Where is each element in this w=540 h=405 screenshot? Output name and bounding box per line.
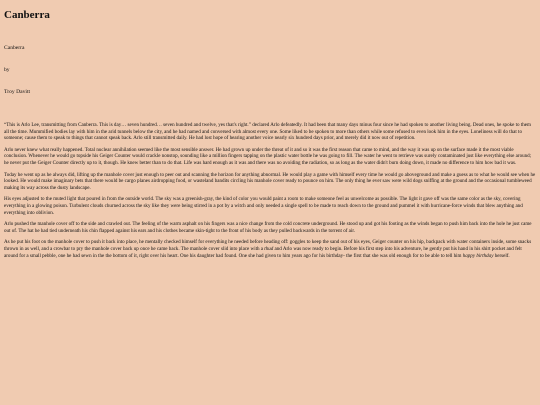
- story-body: [4, 122, 536, 264]
- story-text: As he put his foot on the manhole cover to push it back into place, he mentally checked himself for everything he needed before heading off: goggles to keep the sand out of his eyes, Geiger counter on his hip, backpack with water containers inside, some snacks thrown in as well, and a crowbar to pry the manhole cover back up once he came back. The manhole cover slid into place with a: [4, 239, 532, 252]
- emphasis-text: thud: [264, 245, 274, 252]
- story-paragraph-3: Today he went up as he always did, lifting up the manhole cover just enough to peer out and scanning the horizon for anything abnormal. He would play a game with himself every time he would go aboveground and make a guess as to what he would see when he looked. He would make imaginary bets that there would be cargo planes airdropping food, or wasteland bandits circling his manhole cover ready to pounce on him. The only thing he ever saw were wild dogs sniffing at the ground and the occasional tumbleweed making its way across the dusty landscape.: [4, 171, 536, 191]
- story-paragraph-2: Arlo never knew what really happened. Total nuclear annihilation seemed like the most sensible answer. He had grown up under the threat of it and so it was the first reason that came to mind, and the way it was up on the surface made it the most viable conclusion. Whenever he would go topside his Geiger Counter would crackle nonstop, sounding like a million fingers tapping on the plastic water bottle he was going to fill. The water he went to retrieve was surely contaminated just like everything else around; he never put the Geiger Counter directly up to it, though. He knew better than to do that. Life was hard enough as it was and there was no avoiding the radiation, so as long as the water didn't burn doing down, it made no difference to him how bad it was.: [4, 146, 532, 166]
- story-text: herself.: [493, 252, 510, 259]
- story-text: and Arlo was now ready to begin. Before his first step into his adventure, he gently put his hand in his shirt pocket and felt around for a small pebble, one he had sewn in the the bottom of it, right over his heart. One his daughter had found. One she had given to him years ago for his birthday- the first that she was old enough for to be able to tell him: [4, 245, 522, 259]
- author-name: Troy Davitt: [4, 89, 31, 95]
- document-subtitle: Canberra: [4, 45, 25, 51]
- page-title: Canberra: [4, 9, 50, 21]
- story-paragraph-6: [4, 239, 536, 259]
- story-paragraph-1: “This is Arlo Lee, transmitting from Canberra. This is day… seven hundred… seven hundred and twelve, yes that's right.” declared Arlo defeatedly. It had been that many days minus four since he had spoken to another living being. Dead ones, he spoke to them all the time. Mummified bodies lay with him in the arid tunnels below the city, and he had named and conversed with almost every one. Some liked to be spoken to more than others while some refused to even look him in the eyes. Loneliness will do that to someone; cause them to speak to things that cannot speak back. Arlo still transmitted daily. He had lost hope of hearing another voice nearly six hundred days prior, and merely did it now out of repetition.: [4, 122, 531, 142]
- story-paragraph-5: Arlo pushed the manhole cover off to the side and crawled out. The feeling of the warm asphalt on his fingers was a nice change from the cold concrete underground. He stood up and got his footing as the winds began to push him back into the hole he just came out of. The hat he had tied underneath his chin flapped against his ears and his clothes became skin-tight to the front of his body as they pulled backwards in the torrent of air.: [4, 221, 532, 234]
- emphasis-text: happy birthday: [462, 252, 494, 259]
- story-paragraph-4: His eyes adjusted to the muted light that poured in from the outside world. The sky was a greenish-gray, the kind of color you would paint a room to make someone feel as unwelcome as possible. The light it gave off was the same color as the sky, covering everything in a glowing poison. Turbulent clouds churned across the sky like they were being stirred in a pot by a witch and only needed a single spell to be made to reach down to the ground and pummel it with hurricane-force winds that blew anything and everything into oblivion.: [4, 196, 523, 216]
- byline-label: by: [4, 67, 10, 73]
